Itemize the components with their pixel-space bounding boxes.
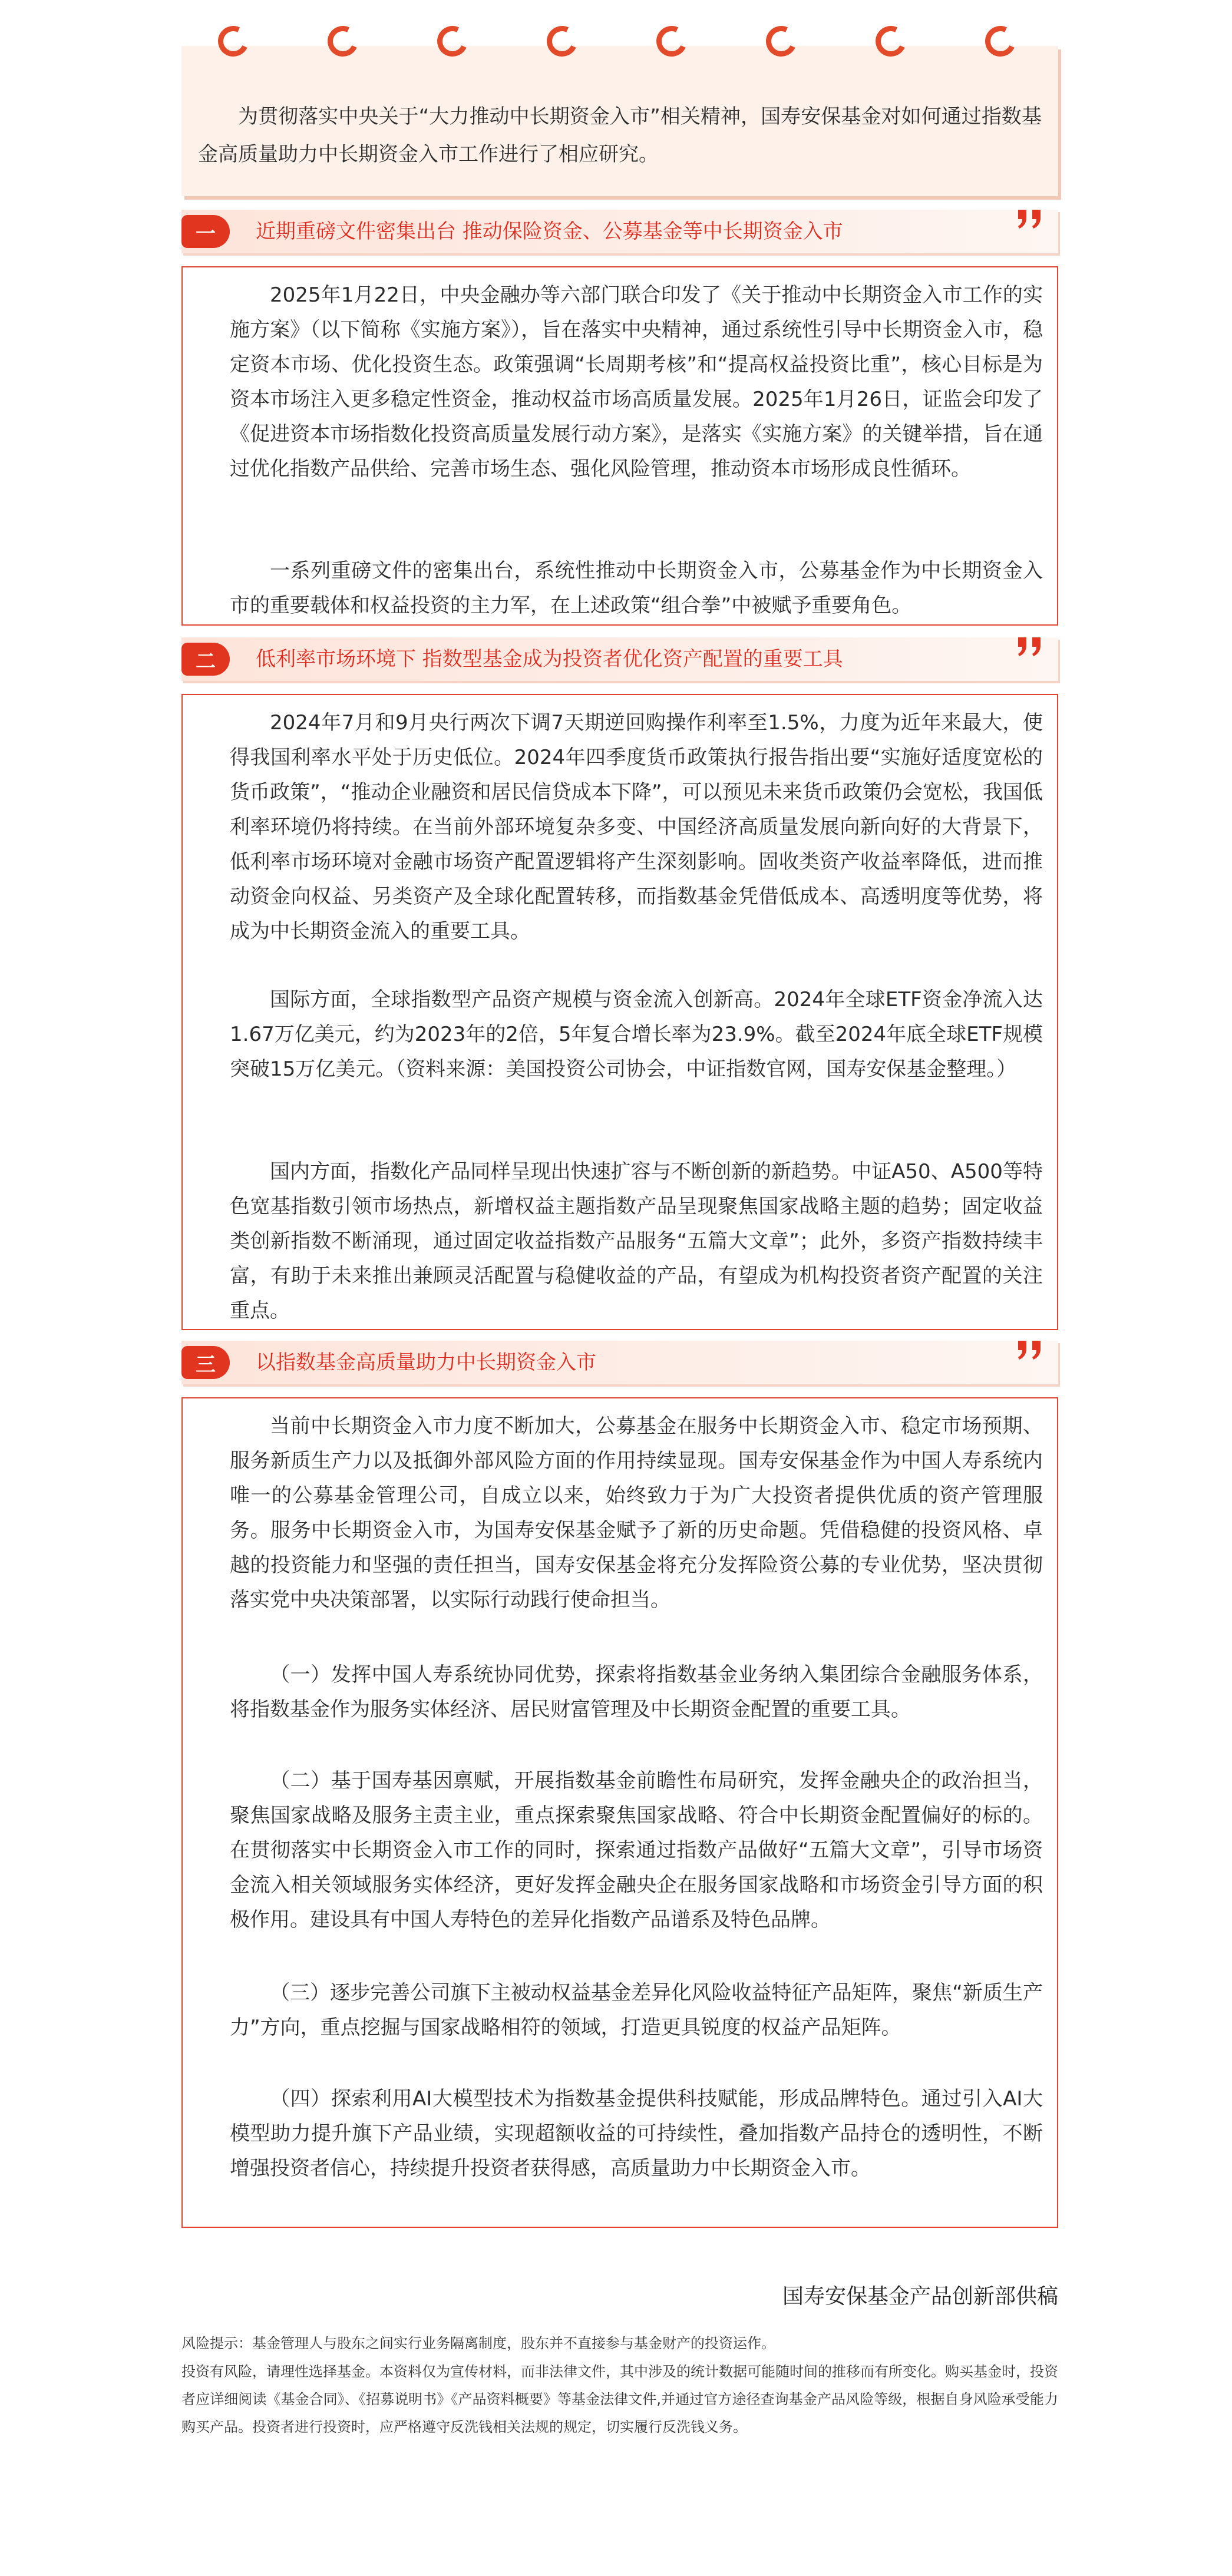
ring-icon (214, 22, 253, 61)
section-header-1 (181, 210, 1058, 253)
intro-notepad (181, 46, 1058, 196)
section-number: 二 (181, 643, 230, 676)
section-body-2 (181, 694, 1058, 1330)
paragraph: （四）探索利用AI大模型技术为指数基金提供科技赋能，形成品牌特色。通过引入AI大模型助力提升旗下产品业绩，实现超额收益的可持续性，叠加指数产品持仓的透明性，不断增强投资者信心，持续提升投资者获得感，高质量助力中长期资金入市。 (230, 2087, 1043, 2180)
ring-icon (323, 22, 363, 61)
author-credit: 国寿安保基金产品创新部供稿 (782, 2284, 1058, 2309)
ring-icon (543, 22, 582, 61)
ring-icon (652, 22, 692, 61)
paragraph: 当前中长期资金入市力度不断加大，公募基金在服务中长期资金入市、稳定市场预期、服务新质生产力以及抵御外部风险方面的作用持续显现。国寿安保基金作为中国人寿系统内唯一的公募基金管理公司，自成立以来，始终致力于为广大投资者提供优质的资产管理服务。服务中长期资金入市，为国寿安保基金赋予了新的历史命题。凭借稳健的投资风格、卓越的投资能力和坚强的责任担当，国寿安保基金将充分发挥险资公募的专业优势，坚决贯彻落实党中央决策部署，以实际行动践行使命担当。 (230, 1414, 1043, 1612)
section-body-1 (181, 266, 1058, 626)
paragraph: 2024年7月和9月央行两次下调7天期逆回购操作利率至1.5%，力度为近年来最大，使得我国利率水平处于历史低位。2024年四季度货币政策执行报告指出要“实施好适度宽松的货币政策”，“推动企业融资和居民信贷成本下降”，可以预见未来货币政策仍会宽松，我国低利率环境仍将持续。在当前外部环境复杂多变、中国经济高质量发展向新向好的大背景下，低利率市场环境对金融市场资产配置逻辑将产生深刻影响。固收类资产收益率降低，进而推动资金向权益、另类资产及全球化配置转移，而指数基金凭借低成本、高透明度等优势，将成为中长期资金流入的重要工具。 (230, 711, 1043, 943)
section-title: 低利率市场环境下 指数型基金成为投资者优化资产配置的重要工具 (256, 647, 843, 671)
quote-icon (1017, 1338, 1044, 1362)
section-header-2 (181, 637, 1058, 681)
paragraph: 国内方面，指数化产品同样呈现出快速扩容与不断创新的新趋势。中证A50、A500等特色宽基指数引领市场热点，新增权益主题指数产品呈现聚焦国家战略主题的趋势；固定收益类创新指数不断涌现，通过固定收益指数产品服务“五篇大文章”；此外，多资产指数持续丰富，有助于未来推出兼顾灵活配置与稳健收益的产品，有望成为机构投资者资产配置的关注重点。 (230, 1160, 1043, 1322)
binder-rings (181, 26, 1058, 67)
paragraph: 一系列重磅文件的密集出台，系统性推动中长期资金入市，公募基金作为中长期资金入市的重要载体和权益投资的主力军，在上述政策“组合拳”中被赋予重要角色。 (230, 559, 1043, 617)
paragraph: （三）逐步完善公司旗下主被动权益基金差异化风险收益特征产品矩阵，聚焦“新质生产力”方向，重点挖掘与国家战略相符的领域，打造更具锐度的权益产品矩阵。 (230, 1981, 1043, 2039)
section-number: 三 (181, 1346, 230, 1379)
section-body-3 (181, 1397, 1058, 2228)
paragraph: 国际方面，全球指数型产品资产规模与资金流入创新高。2024年全球ETF资金净流入达1.67万亿美元，约为2023年的2倍，5年复合增长率为23.9%。截至2024年底全球ETF规模突破15万亿美元。（资料来源：美国投资公司协会，中证指数官网，国寿安保基金整理。） (230, 988, 1043, 1081)
paragraph: 2025年1月22日，中央金融办等六部门联合印发了《关于推动中长期资金入市工作的实施方案》（以下简称《实施方案》），旨在落实中央精神，通过系统性引导中长期资金入市，稳定资本市场、优化投资生态。政策强调“长周期考核”和“提高权益投资比重”，核心目标是为资本市场注入更多稳定性资金，推动权益市场高质量发展。2025年1月26日，证监会印发了《促进资本市场指数化投资高质量发展行动方案》，是落实《实施方案》的关键举措，旨在通过优化指数产品供给、完善市场生态、强化风险管理，推动资本市场形成良性循环。 (230, 283, 1043, 481)
paragraph: （二）基于国寿基因禀赋，开展指数基金前瞻性布局研究，发挥金融央企的政治担当，聚焦国家战略及服务主责主业，重点探索聚焦国家战略、符合中长期资金配置偏好的标的。在贯彻落实中长期资金入市工作的同时，探索通过指数产品做好“五篇大文章”，引导市场资金流入相关领域服务实体经济，更好发挥金融央企在服务国家战略和市场资金引导方面的积极作用。建设具有中国人寿特色的差异化指数产品谱系及特色品牌。 (230, 1769, 1043, 1932)
section-number: 一 (181, 215, 230, 248)
section-title: 近期重磅文件密集出台 推动保险资金、公募基金等中长期资金入市 (256, 220, 843, 243)
paragraph: （一）发挥中国人寿系统协同优势，探索将指数基金业务纳入集团综合金融服务体系，将指数基金作为服务实体经济、居民财富管理及中长期资金配置的重要工具。 (230, 1663, 1043, 1721)
risk-disclaimer: 投资有风险，请理性选择基金。本资料仅为宣传材料，而非法律文件，其中涉及的统计数据可能随时间的推移而有所变化。购买基金时，投资者应详细阅读《基金合同》、《招募说明书》《产品资料概要》等基金法律文件,并通过官方途径查询基金产品风险等级，根据自身风险承受能力购买产品。投资者进行投资时，应严格遵守反洗钱相关法规的规定，切实履行反洗钱义务。 (181, 2363, 1058, 2435)
ring-icon (871, 22, 911, 61)
section-header-3 (181, 1341, 1058, 1384)
quote-icon (1017, 207, 1044, 231)
quote-icon (1017, 635, 1044, 659)
ring-icon (981, 22, 1020, 61)
section-title: 以指数基金高质量助力中长期资金入市 (256, 1351, 596, 1374)
ring-icon (433, 22, 473, 61)
ring-icon (762, 22, 801, 61)
intro-text: 为贯彻落实中央关于“大力推动中长期资金入市”相关精神，国寿安保基金对如何通过指数基金高质量助力中长期资金入市工作进行了相应研究。 (198, 105, 1042, 166)
risk-notice: 风险提示：基金管理人与股东之间实行业务隔离制度，股东并不直接参与基金财产的投资运作。 (181, 2335, 775, 2352)
